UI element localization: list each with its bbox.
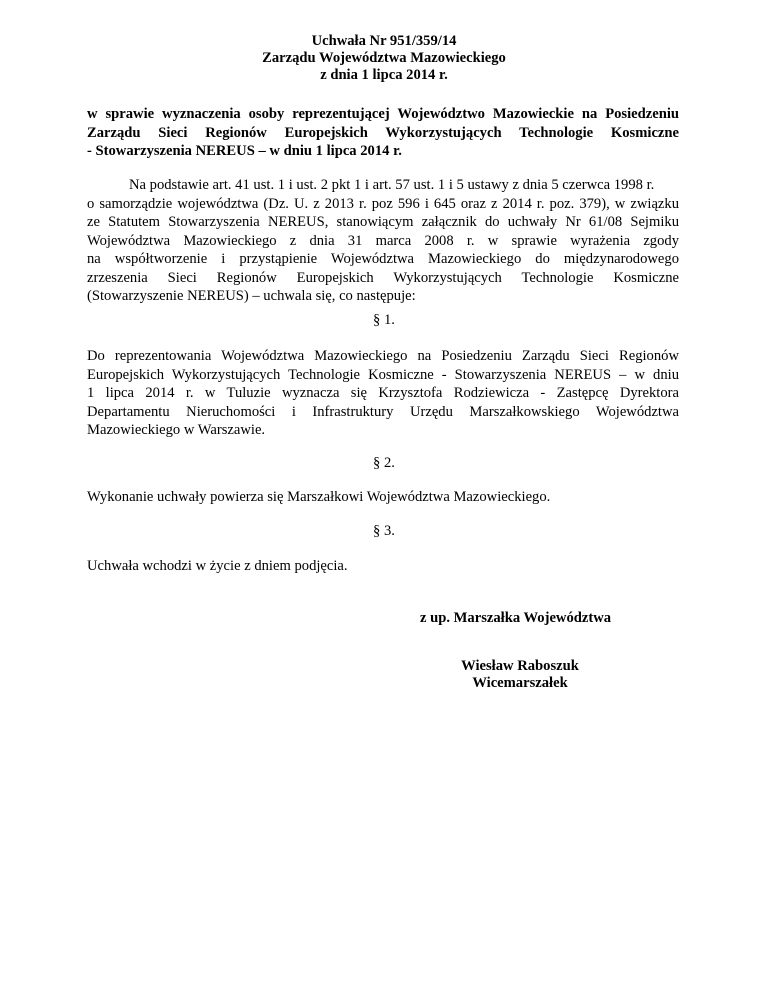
preamble-line: zrzeszenia Sieci Regionów Europejskich Wykorzystujących Technologie Kosmiczne [87, 269, 679, 286]
preamble-line: o samorządzie województwa (Dz. U. z 2013 r. poz 596 i 645 oraz z 2014 r. poz. 379), w związku [87, 195, 679, 212]
section-mark: § 1. [373, 312, 395, 328]
section-line: Mazowieckiego w Warszawie. [87, 422, 266, 438]
resolution-date: z dnia 1 lipca 2014 r. [320, 67, 448, 83]
resolution-number: Uchwała Nr 951/359/14 [311, 33, 457, 49]
section-mark-3 [0, 522, 768, 540]
section-mark: § 2. [373, 455, 395, 471]
preamble-line: Województwa Mazowieckiego z dnia 31 marca 2008 r. w sprawie wyrażenia zgody [87, 232, 679, 249]
signature-authority-text: z up. Marszałka Województwa [420, 610, 612, 626]
subject-line: - Stowarzyszenia NEREUS – w dniu 1 lipca 2014 r. [87, 143, 402, 159]
preamble-line: na współtworzenie i przystąpienie Województwa Mazowieckiego do międzynarodowego [87, 251, 679, 267]
preamble-line: Na podstawie art. 41 ust. 1 i ust. 2 pkt 1 i art. 57 ust. 1 i 5 ustawy z dnia 5 czerwca 1998 r. [129, 177, 655, 193]
signatory-name: Wiesław Raboszuk [461, 658, 579, 674]
section-2-text [87, 488, 679, 507]
section-mark: § 3. [373, 523, 395, 539]
preamble-line: ze Statutem Stowarzyszenia NEREUS, stanowiącym załącznik do uchwały Nr 61/08 Sejmiku [87, 214, 679, 230]
issuing-body: Zarządu Województwa Mazowieckiego [262, 50, 506, 66]
signature-authority [420, 609, 680, 627]
subject-line: w sprawie wyznaczenia osoby reprezentującej Województwo Mazowieckie na Posiedzeniu [87, 106, 679, 122]
subject-line: Zarządu Sieci Regionów Europejskich Wykorzystujących Technologie Kosmiczne [87, 124, 679, 141]
preamble [87, 176, 679, 306]
section-1-text [87, 347, 679, 440]
section-mark-1 [0, 311, 768, 329]
signature-block [420, 658, 620, 692]
section-line: Wykonanie uchwały powierza się Marszałkowi Województwa Mazowieckiego. [87, 489, 551, 505]
signatory-title: Wicemarszałek [472, 675, 568, 691]
resolution-header [0, 33, 768, 84]
preamble-line: (Stowarzyszenie NEREUS) – uchwala się, co następuje: [87, 288, 416, 304]
section-line: Do reprezentowania Województwa Mazowieckiego na Posiedzeniu Zarządu Sieci Regionów [87, 348, 679, 364]
section-3-text [87, 557, 679, 576]
section-line: Uchwała wchodzi w życie z dniem podjęcia. [87, 558, 348, 574]
section-mark-2 [0, 454, 768, 472]
section-line: Departamentu Nieruchomości i Infrastruktury Urzędu Marszałkowskiego Województwa [87, 403, 679, 420]
resolution-subject [87, 105, 679, 161]
section-line: Europejskich Wykorzystujących Technologie Kosmiczne - Stowarzyszenia NEREUS – w dniu [87, 366, 679, 383]
section-line: 1 lipca 2014 r. w Tuluzie wyznacza się Krzysztofa Rodziewicza - Zastępcę Dyrektora [87, 385, 679, 401]
